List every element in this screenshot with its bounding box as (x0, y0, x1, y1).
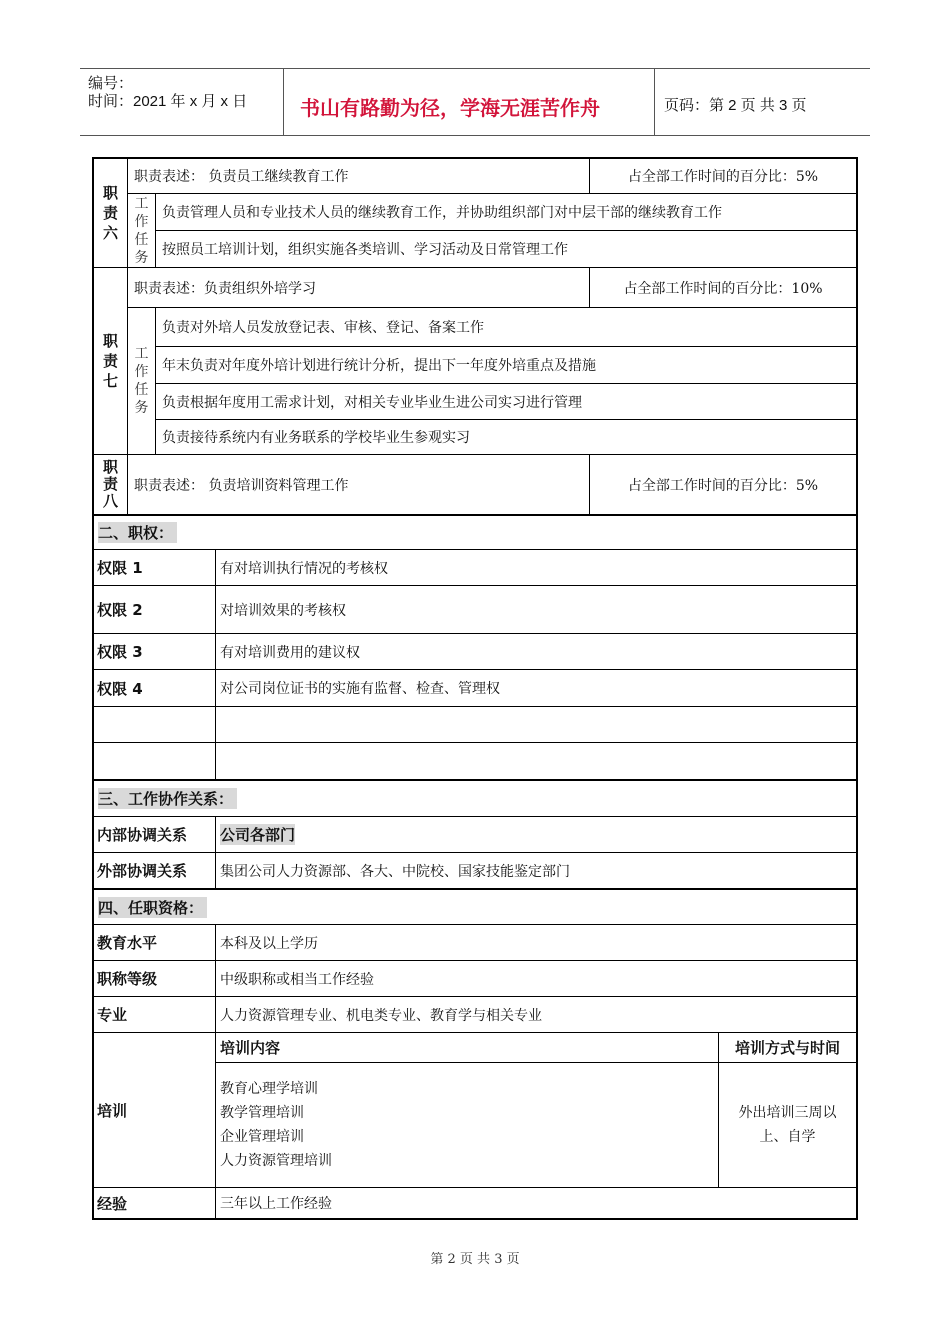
training-method-value: 外出培训三周以上、自学 (718, 1062, 857, 1188)
duty7-percent: 占全部工作时间的百分比：10% (589, 267, 857, 308)
duty8-percent: 占全部工作时间的百分比：5% (589, 454, 857, 515)
external-coordination-label: 外部协调关系 (93, 852, 216, 889)
header-motto: 书山有路勤为径，学海无涯苦作舟 (300, 96, 600, 120)
training-item: 教育心理学培训 (220, 1081, 318, 1097)
training-item: 企业管理培训 (220, 1129, 304, 1145)
duty8-statement: 职责表述： 负责培训资料管理工作 (127, 454, 590, 515)
qualification-title-text: 四、任职资格： (98, 897, 207, 918)
duty6-statement: 职责表述： 负责员工继续教育工作 (127, 158, 590, 194)
professional-title-label: 职称等级 (93, 960, 216, 997)
training-label: 培训 (93, 1032, 216, 1188)
external-coordination-value: 集团公司人力资源部、各大、中院校、国家技能鉴定部门 (215, 852, 857, 889)
training-method-header: 培训方式与时间 (718, 1032, 857, 1063)
duty7-task-4: 负责接待系统内有业务联系的学校毕业生参观实习 (155, 419, 857, 455)
doc-time: 时间：2021 年 x 月 x 日 (88, 93, 248, 110)
table-frame (92, 157, 858, 1220)
authority-value-2: 对培训效果的考核权 (215, 585, 857, 634)
duty7-label: 职责七 (93, 267, 128, 455)
training-content-header: 培训内容 (215, 1032, 719, 1063)
duty7-task-label: 工作任务 (127, 307, 156, 455)
authority-label-1: 权限 1 (93, 549, 216, 586)
duty7-statement: 职责表述：负责组织外培学习 (127, 267, 590, 308)
duty6-task-1: 负责管理人员和专业技术人员的继续教育工作，并协助组织部门对中层干部的继续教育工作 (155, 193, 857, 231)
duty6-task-2: 按照员工培训计划，组织实施各类培训、学习活动及日常管理工作 (155, 230, 857, 268)
internal-coordination-text: 公司各部门 (220, 826, 296, 844)
duty7-task-3: 负责根据年度用工需求计划，对相关专业毕业生进公司实习进行管理 (155, 383, 857, 420)
authority-label-2: 权限 2 (93, 585, 216, 634)
internal-coordination-label: 内部协调关系 (93, 816, 216, 853)
authority-label-3: 权限 3 (93, 633, 216, 670)
duty6-percent: 占全部工作时间的百分比：5% (589, 158, 857, 194)
training-item: 教学管理培训 (220, 1105, 304, 1121)
education-label: 教育水平 (93, 924, 216, 961)
duty7-task-2: 年末负责对年度外培计划进行统计分析，提出下一年度外培重点及措施 (155, 346, 857, 384)
duty6-label: 职责六 (93, 158, 128, 268)
duty7-task-1: 负责对外培人员发放登记表、审核、登记、备案工作 (155, 307, 857, 347)
page-indicator: 页码：第 2 页 共 3 页 (664, 97, 807, 114)
header-divider-1 (283, 68, 284, 136)
duty8-label: 职责八 (93, 454, 128, 515)
page-footer: 第 2 页 共 3 页 (430, 1252, 520, 1267)
experience-value: 三年以上工作经验 (215, 1187, 857, 1219)
training-item: 人力资源管理培训 (220, 1153, 332, 1169)
authority-value-1: 有对培训执行情况的考核权 (215, 549, 857, 586)
header-top-rule (80, 68, 870, 69)
major-label: 专业 (93, 996, 216, 1033)
major-value: 人力资源管理专业、机电类专业、教育学与相关专业 (215, 996, 857, 1033)
experience-label: 经验 (93, 1187, 216, 1219)
duty6-task-label: 工作任务 (127, 193, 156, 268)
doc-number: 编号： (88, 75, 134, 92)
authority-value-3: 有对培训费用的建议权 (215, 633, 857, 670)
authority-title-text: 二、职权： (98, 522, 177, 543)
education-value: 本科及以上学历 (215, 924, 857, 961)
authority-value-4: 对公司岗位证书的实施有监督、检查、管理权 (215, 669, 857, 707)
professional-title-value: 中级职称或相当工作经验 (215, 960, 857, 997)
authority-label-4: 权限 4 (93, 669, 216, 707)
header-bottom-rule (80, 135, 870, 136)
cooperation-title-text: 三、工作协作关系： (98, 788, 237, 809)
header-divider-2 (654, 68, 655, 136)
